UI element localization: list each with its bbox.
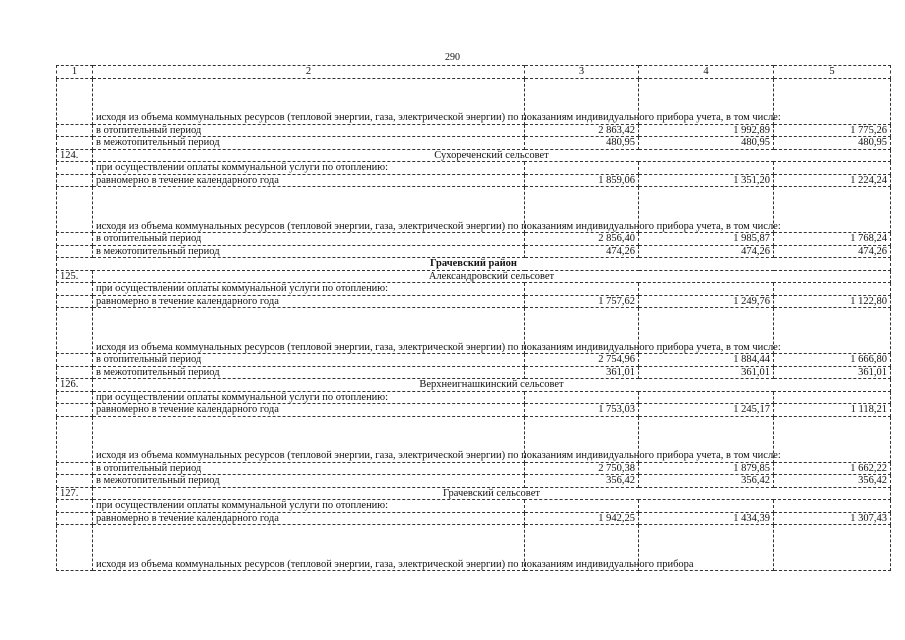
text-row [57,525,891,571]
value-row [57,174,891,187]
value-col-5: 1 307,43 [774,512,891,525]
value-col-3 [525,162,639,175]
row-number: 124. [57,149,93,162]
row-number [57,162,93,175]
row-number [57,500,93,513]
value-col-3 [525,391,639,404]
row-label: при осуществлении оплаты коммунальной услуги по отоплению: [93,162,525,175]
row-label: исходя из объема коммунальных ресурсов (тепловой энергии, газа, электрической энергии) по показаниям индивидуального прибора учета, в том числе: [93,416,525,462]
value-col-4 [639,162,774,175]
section-row [57,149,891,162]
row-label: исходя из объема коммунальных ресурсов (тепловой энергии, газа, электрической энергии) по показаниям индивидуального прибора учета, в том числе: [93,187,525,233]
row-label: исходя из объема коммунальных ресурсов (тепловой энергии, газа, электрической энергии) по показаниям индивидуального прибора [93,525,525,571]
row-label: исходя из объема коммунальных ресурсов (тепловой энергии, газа, электрической энергии) по показаниям индивидуального прибора учета, в том числе: [93,308,525,354]
value-col-5 [774,391,891,404]
row-number [57,283,93,296]
text-row [57,187,891,233]
value-col-5: 1 768,24 [774,233,891,246]
value-col-3: 2 754,96 [525,354,639,367]
row-number [57,308,93,354]
row-number [57,137,93,150]
text-row [57,308,891,354]
row-label: в межотопительный период [93,137,525,150]
value-col-3: 356,42 [525,475,639,488]
value-row [57,462,891,475]
value-col-3: 1 757,62 [525,295,639,308]
value-col-4: 1 879,85 [639,462,774,475]
value-col-5: 356,42 [774,475,891,488]
row-number [57,233,93,246]
value-col-4: 1 351,20 [639,174,774,187]
value-row [57,366,891,379]
row-number [57,187,93,233]
value-col-4: 1 245,17 [639,404,774,417]
value-col-3: 1 753,03 [525,404,639,417]
section-row [57,379,891,392]
value-col-5: 474,26 [774,245,891,258]
header-col-4: 4 [639,66,774,79]
row-label: в отопительный период [93,462,525,475]
row-label: исходя из объема коммунальных ресурсов (тепловой энергии, газа, электрической энергии) по показаниям индивидуального прибора учета, в том числе: [93,78,525,124]
value-col-5: 1 666,80 [774,354,891,367]
value-col-4: 1 992,89 [639,124,774,137]
value-col-4: 1 434,39 [639,512,774,525]
value-col-3: 474,26 [525,245,639,258]
row-label: при осуществлении оплаты коммунальной услуги по отоплению: [93,391,525,404]
value-row [57,295,891,308]
value-row [57,233,891,246]
text-row [57,162,891,175]
row-label: в межотопительный период [93,245,525,258]
row-number [57,416,93,462]
value-col-4: 361,01 [639,366,774,379]
header-col-1: 1 [57,66,93,79]
tariff-table [56,65,891,571]
row-number [57,354,93,367]
value-col-3: 1 859,06 [525,174,639,187]
section-name: Сухореченский сельсовет [93,149,891,162]
row-number [57,295,93,308]
value-row [57,137,891,150]
row-label: в отопительный период [93,233,525,246]
row-number [57,512,93,525]
value-row [57,404,891,417]
row-number [57,78,93,124]
page-number: 290 [445,52,460,63]
value-col-3: 2 863,42 [525,124,639,137]
value-col-5: 361,01 [774,366,891,379]
value-col-5 [774,500,891,513]
value-col-3: 1 942,25 [525,512,639,525]
text-row [57,391,891,404]
text-row [57,500,891,513]
value-col-4: 480,95 [639,137,774,150]
text-row [57,283,891,296]
value-col-5 [774,308,891,354]
value-col-4: 356,42 [639,475,774,488]
district-row [57,258,891,271]
value-col-4: 474,26 [639,245,774,258]
value-col-3 [525,500,639,513]
header-row [57,66,891,79]
row-label: равномерно в течение календарного года [93,512,525,525]
row-number [57,525,93,571]
value-col-3: 361,01 [525,366,639,379]
value-col-5 [774,525,891,571]
header-col-3: 3 [525,66,639,79]
value-col-4: 1 985,87 [639,233,774,246]
text-row [57,78,891,124]
value-col-5: 1 662,22 [774,462,891,475]
section-name: Александровский сельсовет [93,270,891,283]
value-row [57,512,891,525]
row-number [57,366,93,379]
value-col-5 [774,162,891,175]
row-number [57,475,93,488]
value-row [57,124,891,137]
value-col-4: 1 249,76 [639,295,774,308]
row-label: равномерно в течение календарного года [93,295,525,308]
value-col-4 [639,391,774,404]
header-col-2: 2 [93,66,525,79]
value-col-3: 2 856,40 [525,233,639,246]
value-row [57,245,891,258]
value-col-3: 2 750,38 [525,462,639,475]
row-label: в межотопительный период [93,366,525,379]
value-col-4 [639,500,774,513]
section-name: Верхнеигнашкинский сельсовет [93,379,891,392]
row-label: в межотопительный период [93,475,525,488]
row-number: 127. [57,487,93,500]
district-name: Грачевский район [57,258,891,271]
value-col-4 [639,283,774,296]
row-label: в отопительный период [93,124,525,137]
value-col-5: 1 224,24 [774,174,891,187]
row-label: в отопительный период [93,354,525,367]
header-col-5: 5 [774,66,891,79]
value-row [57,475,891,488]
value-col-3: 480,95 [525,137,639,150]
text-row [57,416,891,462]
value-col-3 [525,283,639,296]
value-col-4: 1 884,44 [639,354,774,367]
row-number [57,462,93,475]
row-label: при осуществлении оплаты коммунальной услуги по отоплению: [93,283,525,296]
value-col-5: 1 118,21 [774,404,891,417]
row-label: равномерно в течение календарного года [93,404,525,417]
row-label: при осуществлении оплаты коммунальной услуги по отоплению: [93,500,525,513]
value-col-5 [774,416,891,462]
row-number [57,404,93,417]
row-number [57,245,93,258]
row-number [57,174,93,187]
value-col-5 [774,283,891,296]
value-col-5: 1 122,80 [774,295,891,308]
section-name: Грачевский сельсовет [93,487,891,500]
section-row [57,270,891,283]
row-number [57,391,93,404]
section-row [57,487,891,500]
value-col-5: 1 775,26 [774,124,891,137]
value-row [57,354,891,367]
row-number: 126. [57,379,93,392]
row-label: равномерно в течение календарного года [93,174,525,187]
value-col-5: 480,95 [774,137,891,150]
row-number [57,124,93,137]
row-number: 125. [57,270,93,283]
value-col-5 [774,78,891,124]
value-col-5 [774,187,891,233]
